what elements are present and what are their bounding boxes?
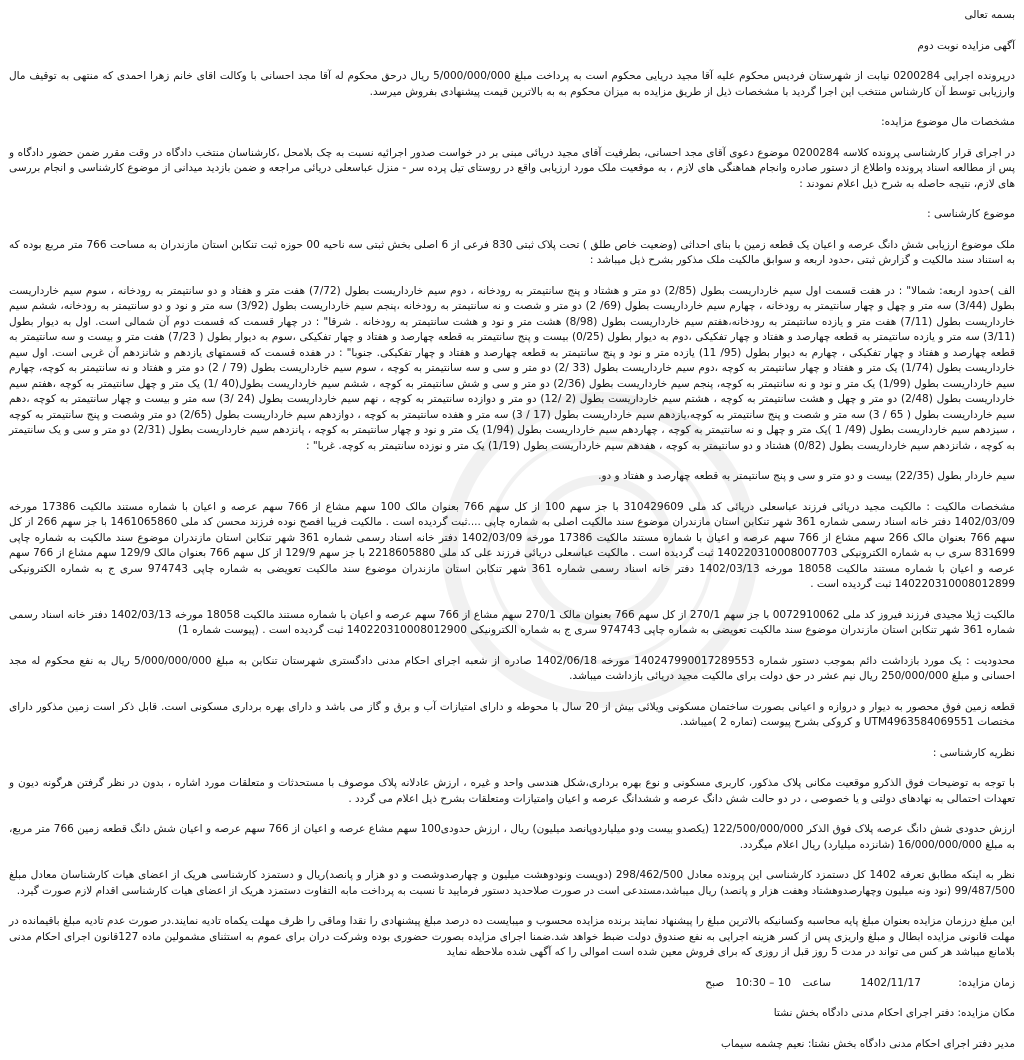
ownership-paragraph: مشخصات مالکیت : مالکیت مجید دریائی فرزند عباسعلی دریائی کد ملی 310429609 با جز سهم 100 از کل سهم 766 بعنوان مالک 100 سهم مشاع از 766 سهم عرصه و اعیان با شماره مستند مالکیت 17386 مورخه 1402/03/09 دفتر خانه اسناد رسمی شماره 361 شهر تنکابن استان مازندران موضوع سند مالکیت اصلی به شماره چاپی ....ثبت گردیده است . مالکیت فریبا افصح نوده فرزند محسن کد ملی 1461065860 با جز سهم 266 از کل سهم 766 بعنوان مالک 266 سهم مشاع از 766 سهم عرصه و اعیان با شماره مستند مالکیت 17386 مورخه 1402/03/09 دفتر خانه اسناد رسمی شماره 361 شهر تنکابن استان مازندران موضوع سند مالکیت به شماره چاپی 831699 سری ب به شماره الکترونیکی 140220310008007703 ثبت گردیده است . مالکیت عباسعلی دریائی فرزند علی کد ملی 2218605880 با جز سهم 129/9 از کل سهم 766 بعنوان مالک 129/9 سهم مشاع از 766 سهم عرصه و اعیان با شماره مستند مالکیت 18058 مورخه 1402/03/13 دفتر خانه اسناد رسمی شماره 361 شهر تنکابن استان مازندران موضوع سند مالکیت تعویضی به شماره چاپی 974743 سری ج به شماره الکترونیکی 140220310008012899 ثبت گردیده است .	[9, 500, 1016, 590]
auction-hour-label: ساعت	[802, 976, 832, 989]
auction-time	[9, 976, 1015, 992]
auction-time-label: زمان مزایده:	[958, 976, 1015, 989]
opinion-heading: نظریه کارشناسی :	[932, 746, 1015, 759]
subject-paragraph: ملک موضوع ارزیابی شش دانگ عرصه و اعیان یک قطعه زمین با بنای احداثی (وضعیت خاص طلق ) تحت پلاک ثبتی 830 فرعی از 6 اصلی بخش ثبتی سه ناحیه 00 حوزه ثبت تنکابن استان مازندران به مساحت 766 متر مربع بوده که به استناد سند مالکیت و گزارش ثبتی ،حدود اربعه و سوابق مالکیت ملک مذکور بشرح ذیل میباشد :	[9, 238, 1015, 266]
intro-paragraph: درپرونده اجرایی 0200284 نیابت از شهرستان فردیس محکوم علیه آقا مجید دریایی محکوم است به پرداخت مبلغ 5/000/000/000 ریال درحق محکوم له آقا مجد احسانی با وکالت اقای خانم زهرا احمدی که منتهی به توقیف مال وارزیابی توسط آن کارشناس منتخب این اجرا گردید با مشخصات ذیل از طریق مزایده به میزان محکوم به به بالاترین قیمت پیشنهادی بفروش میرسد.	[9, 70, 1016, 98]
fees-paragraph: نظر به اینکه مطابق تعرفه 1402 کل دستمزد کارشناسی این پرونده معادل 298/462/500 (دویست ونودوهشت میلیون و چهارصدوشصت و دو هزار و پانصد)ریال و دستمزد کارشناسی هریک از اعضای هیات کارشناسان معادل مبلغ 99/487/500 (نود ونه میلیون وچهارصدوهشتاد وهفت هزار و پانصد) ریال میباشد،مستدعی است در صورت صلاحدید دستور فرمایید تا نسبت به پرداخت مابه التفاوت دستمزد هریک از اعضای هیات کارشناسی اقدام لازم صورت گیرد.	[9, 869, 1015, 897]
restriction-paragraph: محدودیت : یک مورد بازداشت دائم بموجب دستور شماره 140247990017289553 مورخه 1402/06/18 صادره از شعبه اجرای احکام مدنی دادگستری شهرستان تنکابن به مبلغ 5/000/000/000 ریال به نفع محکوم له مجد احسانی و مبلغ 250/000/000 ریال نیم عشر در حق دولت برای مالکیت مجید دریائی بازداشت میباشد.	[9, 654, 1015, 682]
auction-notice	[9, 8, 1015, 1052]
ownership-jila-paragraph: مالکیت ژیلا مجیدی فرزند فیروز کد ملی 0072910062 با جز سهم 270/1 از کل سهم 766 بعنوان مالک 270/1 سهم مشاع از 766 سهم عرصه و اعیان با شماره مستند مالکیت 18058 مورخه 1402/03/13 دفتر خانه اسناد رسمی شماره 361 شهر تنکابن استان مازندران موضوع سند مالکیت تعویضی به شماره چاپی 974743 سری ج به شماره الکترونیکی 140220310008012900 ثبت گردیده است . (پیوست شماره 1)	[9, 608, 1015, 636]
west-boundary-paragraph: سیم خاردار بطول (22/35) بیست و دو متر و سی و پنج سانتیمتر به قطعه چهارصد و هفتاد و دو.	[598, 470, 1015, 482]
opinion-paragraph: با توجه به توضیحات فوق الذکرو موقعیت مکانی پلاک مذکور، کاربری مسکونی و نوع بهره برداری،شکل هندسی واحد و غیره ، ارزش عادلانه پلاک موصوف با مستحدثات و متعلقات مورد اشاره ، بدون در نظر گرفتن هرگونه دیون و تعهدات احتمالی به نهادهای دولتی و یا خصوصی ، در دو حالت شش دانگ عرصه و ششدانگ عرصه و اعیان وامتیازات ومتعلقات بشرح ذیل اعلام می گردد .	[9, 777, 1015, 805]
valuation-paragraph: ارزش حدودی شش دانگ عرصه پلاک فوق الذکر 122/500/000/000 (یکصدو بیست ودو میلیاردوپانصد میلیون) ریال ، ارزش حدودی100 سهم مشاع عرصه و اعیان از 766 سهم عرصه و اعیان شش دانگ قطعه زمین 766 متر مربع، به مبلغ 16/000/000/000 (شانزده میلیارد) ریال اعلام میگردد.	[9, 823, 1015, 851]
notice-title: آگهی مزایده نوبت دوم	[917, 39, 1015, 52]
auction-place: مکان مزایده: دفتر اجرای احکام مدنی دادگاه بخش نشتا	[773, 1007, 1015, 1019]
auction-date: 1402/11/17	[860, 976, 921, 989]
terms-paragraph: این مبلغ درزمان مزایده بعنوان مبلغ پایه محاسبه وکسانیکه بالاترین مبلغ را پیشنهاد نمایند برنده مزایده محسوب و میبایست ده درصد مبلغ پیشنهادی را نقدا وماقی را ظرف مهلت یکماه تادیه نمایند.در صورت عدم تادیه مبلغ باقیمانده در مهلت قانونی مزایده ابطال و مبلغ واریزی پس از کسر هزینه اجرایی به نفع صندوق دولت ضبط خواهد شد.ضمنا اجرای مزایده بصورت حضوری بوده وشرکت دران برای عموم به استثنای مشمولین ماده 127قانون اجرای احکام مدنی بلامانع میباشد هر کس می تواند در مدت 5 روز قبل از روزی که برای فروش معین شده است اموالی را که آگهی شده ملاحظه نماید	[9, 915, 1015, 958]
property-paragraph: در اجرای قرار کارشناسی پرونده کلاسه 0200284 موضوع دعوی آقای مجد احسانی، بطرفیت آقای مجید دریائی مبنی بر در خواست صدور اجرائیه نسبت به چک بلامحل ،کارشناسان منتخب دادگاه در وقت مقرر ضمن حضور دادگاه و پس از مطالعه اسناد پرونده واطلاع از دستور صادره وانجام هماهنگی های لازم ، به موقعیت ملک مورد ارزیابی واقع در روستای تیل پرده سر - منزل عباسعلی دریائی مراجعه و ضمن بازدید میدانی از موضوع کارشناسی و انجام بررسی های لازم، نتیجه حاصله به شرح ذیل اعلام نمودند :	[9, 146, 1016, 190]
boundaries-paragraph: الف )حدود اربعه: شمالا" : در هفت قسمت اول سیم خارداریست بطول (2/85) دو متر و هشتاد و پنج سانتیمتر به رودخانه ، دوم سیم خارداریست بطول (7/72) هفت متر و هفتاد و دو سانتیمتر به رودخانه ، سوم سیم خارداریست بطول (3/44) سه متر و چهل و چهار سانتیمتر به رودخانه ، چهارم سیم خارداریست بطول (69/ 2) دو متر و شصت و نه سانتیمتر به رودخانه ،پنجم سیم خارداریست بطول (3/92) سه متر و نود و دو سانتیمتر به رودخانه، ششم سیم خارداریست بطول (7/11) هفت متر و یازده سانتیمتر به رودخانه،هفتم سیم خارداریست بطول (8/98) هشت متر و نود و هشت سانتیمتر به رودخانه . شرقا" : در چهار قسمت که قسمت دوم آن شمالی است. اول به دیوار بطول (3/11) سه متر و یازده سانتیمتر به قطعه چهارصد و هفتاد و چهار تفکیکی ،دوم به دیوار بطول (0/25) بیست و پنج سانتیمتر به قطعه چهارصد و هفتاد و چهار تفکیکی ،سوم به دیوار بطول ( 7/23) هفت متر و بیست و سه سانتیمتر به قطعه چهارصد و هفتاد و چهار تفکیکی ، چهارم به دیوار بطول (95/ 11) یازده متر و نود و پنج سانتیمتر به قطعه چهارصد و هفتاد و چهار تفکیکی. جنوبا" : در هفده قسمت که قسمتهای یازدهم و شانزدهم آن غربی است. اول سیم خارداریست بطول (1/74) یک متر و هفتاد و چهار سانتیمتر به کوچه ،دوم سیم خارداریست بطول (33 /2) دو متر و سی و سه سانتیمتر به کوچه ، سوم سیم خارداریست بطول (79 / 2) دو متر و هفتاد و نه سانتیمتر به کوچه، چهارم سیم خارداریست بطول (1/99) یک متر و نود و نه سانتیمتر به کوچه، پنجم سیم خارداریست بطول (2/36) دو متر و سی و شش سانتیمتر به کوچه ، ششم سیم خارداریست بطول(40 /1) یک متر و چهل سانتیمتر به کوچه ،هفتم سیم خارداریست بطول (2/48) دو متر و چهل و هشت سانتیمتر به کوچه ، هشتم سیم خارداریست بطول (2 /12) دو متر و دوازده سانتیمتر به کوچه ، نهم سیم خارداریست بطول (24 /3) سه متر و بیست و چهار سانتیمتر به کوچه ،دهم سیم خارداریست بطول ( 65 / 3) سه متر و شصت و پنج سانتیمتر به کوچه،یازدهم سیم خارداریست بطول (17 / 3) سه متر و هفده سانتیمتر به کوچه ، دوازدهم سیم خارداریست بطول (2/65) دو متر وشصت و پنج سانتیمتر به کوچه ، سیزدهم سیم خارداریست بطول (49/ 1 )یک متر و چهل و نه سانتیمتر به کوچه ، چهاردهم سیم خارداریست بطول (1/94) یک متر و نود و چهار سانتیمتر به کوچه ، پانزدهم سیم خارداریست بطول (2/31) دو متر و سی و یک سانتیمتر به کوچه ، شانزدهم سیم خارداریست بطول (0/82) هشتاد و دو سانتیمتر به کوچه ، هفدهم سیم خارداریست بطول (1/19) یک متر و نوزده سانتیمتر به کوچه. غربا" :	[9, 284, 1016, 452]
property-heading: مشخصات مال موضوع مزایده:	[881, 116, 1015, 128]
land-description-paragraph: قطعه زمین فوق محصور به دیوار و دروازه و اعیانی بصورت ساختمان مسکونی ویلائی بیش از 20 سال با محوطه و دارای امتیازات آب و برق و گاز می باشد و دارای بهره برداری مسکونی است. قابل ذکر است زمین مذکور دارای مختصات UTM4963584069551 و کروکی بشرح پیوست (تماره 2 )میباشد.	[9, 700, 1015, 728]
subject-heading: موضوع کارشناسی :	[927, 208, 1015, 220]
office-manager-signature: مدیر دفتر اجرای احکام مدنی دادگاه بخش نشتا: نعیم چشمه سیماب	[720, 1037, 1015, 1050]
auction-period: صبح	[705, 976, 725, 989]
basmala: بسمه تعالی	[964, 9, 1015, 21]
auction-hours: 10 – 10:30	[735, 976, 792, 989]
